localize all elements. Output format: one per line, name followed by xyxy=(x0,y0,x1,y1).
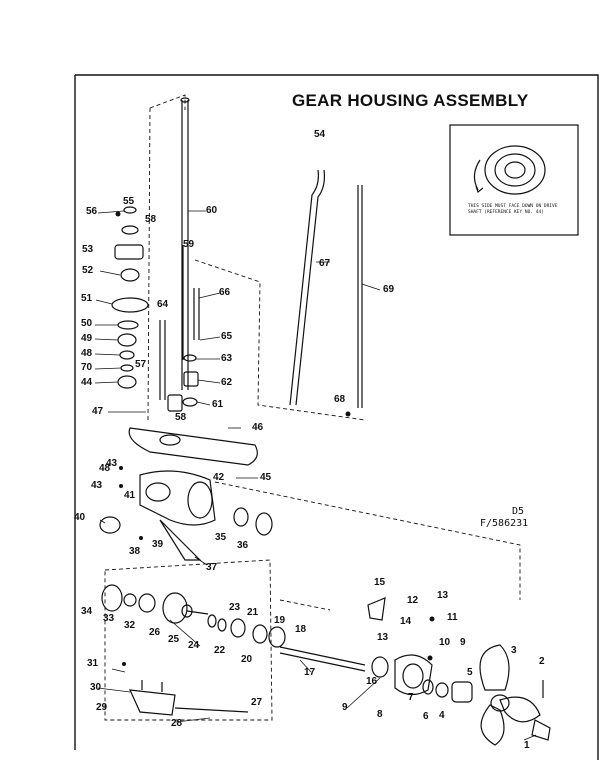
callout-46: 46 xyxy=(252,422,264,433)
callout-19: 19 xyxy=(274,615,286,626)
callout-15: 15 xyxy=(374,577,386,588)
callout-11: 11 xyxy=(447,612,458,623)
callout-10: 10 xyxy=(439,637,451,648)
callout-61: 60 xyxy=(206,205,218,216)
callout-35: 35 xyxy=(215,532,227,543)
callout-39: 39 xyxy=(152,539,164,550)
callout-21: 21 xyxy=(247,607,259,618)
callout-58: 57 xyxy=(135,359,147,370)
callout-4: 4 xyxy=(439,710,445,721)
callout-54: 53 xyxy=(82,244,94,255)
callout-22: 22 xyxy=(214,645,226,656)
callout-30: 30 xyxy=(90,682,102,693)
callout-59-upper: 58 xyxy=(145,214,157,225)
callout-20: 20 xyxy=(241,654,253,665)
callout-13b: 13 xyxy=(377,632,389,643)
callout-53: 52 xyxy=(82,265,94,276)
callout-28: 28 xyxy=(171,718,183,729)
callout-41: 41 xyxy=(124,490,136,501)
callout-6: 6 xyxy=(423,711,429,722)
callout-17: 17 xyxy=(304,667,316,678)
callout-44: 44 xyxy=(81,377,93,388)
callout-71: 70 xyxy=(81,362,93,373)
callout-49: 48 xyxy=(81,348,93,359)
callout-23: 23 xyxy=(229,602,241,613)
callout-63: 62 xyxy=(221,377,233,388)
callout-1: 1 xyxy=(524,740,530,751)
callout-26: 26 xyxy=(149,627,161,638)
callout-38: 38 xyxy=(129,546,141,557)
callout-27: 27 xyxy=(251,697,263,708)
callout-55: 54 xyxy=(314,129,326,140)
callout-34: 34 xyxy=(81,606,93,617)
callout-9b: 9 xyxy=(460,637,466,648)
callout-51: 50 xyxy=(81,318,93,329)
callout-31: 31 xyxy=(87,658,99,669)
callout-42: 42 xyxy=(213,472,225,483)
callout-64: 63 xyxy=(221,353,233,364)
callout-67: 66 xyxy=(219,287,231,298)
diagram-title: GEAR HOUSING ASSEMBLY xyxy=(292,91,529,110)
callout-13a: 13 xyxy=(437,590,449,601)
callout-12: 12 xyxy=(407,595,419,606)
callout-29: 29 xyxy=(96,702,108,713)
callout-68: 67 xyxy=(319,258,331,269)
callout-52: 51 xyxy=(81,293,93,304)
callout-50: 49 xyxy=(81,333,93,344)
callout-3: 3 xyxy=(511,645,517,656)
callout-9a: 9 xyxy=(342,702,348,713)
callout-24: 24 xyxy=(188,640,200,651)
callout-5: 5 xyxy=(467,667,473,678)
callout-43a: 43 xyxy=(106,458,118,469)
callout-48: 48 xyxy=(99,463,111,474)
callout-56: 55 xyxy=(123,196,135,207)
callout-40: 40 xyxy=(74,512,86,523)
callout-66: 65 xyxy=(221,331,233,342)
figure-number: F/586231 xyxy=(480,518,529,529)
inset-note: THIS SIDE MUST FACE DOWN ON DRIVE SHAFT (REFERENCE KEY NO. 44) xyxy=(468,204,558,215)
callout-33: 33 xyxy=(103,613,115,624)
callout-37: 37 xyxy=(206,562,218,573)
callout-7: 7 xyxy=(408,692,414,703)
callout-14: 14 xyxy=(400,616,412,627)
callout-47: 47 xyxy=(92,406,104,417)
callout-69: 68 xyxy=(334,394,346,405)
callout-32: 32 xyxy=(124,620,136,631)
callout-16: 16 xyxy=(366,676,378,687)
callout-65: 64 xyxy=(157,299,169,310)
drawing-code: D5 xyxy=(512,506,525,517)
callout-62: 61 xyxy=(212,399,224,410)
callout-45: 45 xyxy=(260,472,272,483)
callout-2: 2 xyxy=(539,656,545,667)
callout-57: 56 xyxy=(86,206,98,217)
callout-25: 25 xyxy=(168,634,180,645)
inset-box xyxy=(450,125,578,235)
callout-18: 18 xyxy=(295,624,307,635)
callout-8: 8 xyxy=(377,709,383,720)
callout-43b: 43 xyxy=(91,480,103,491)
callout-60: 59 xyxy=(183,239,195,250)
callout-70: 69 xyxy=(383,284,395,295)
callout-36: 36 xyxy=(237,540,249,551)
callout-59: 58 xyxy=(175,412,187,423)
